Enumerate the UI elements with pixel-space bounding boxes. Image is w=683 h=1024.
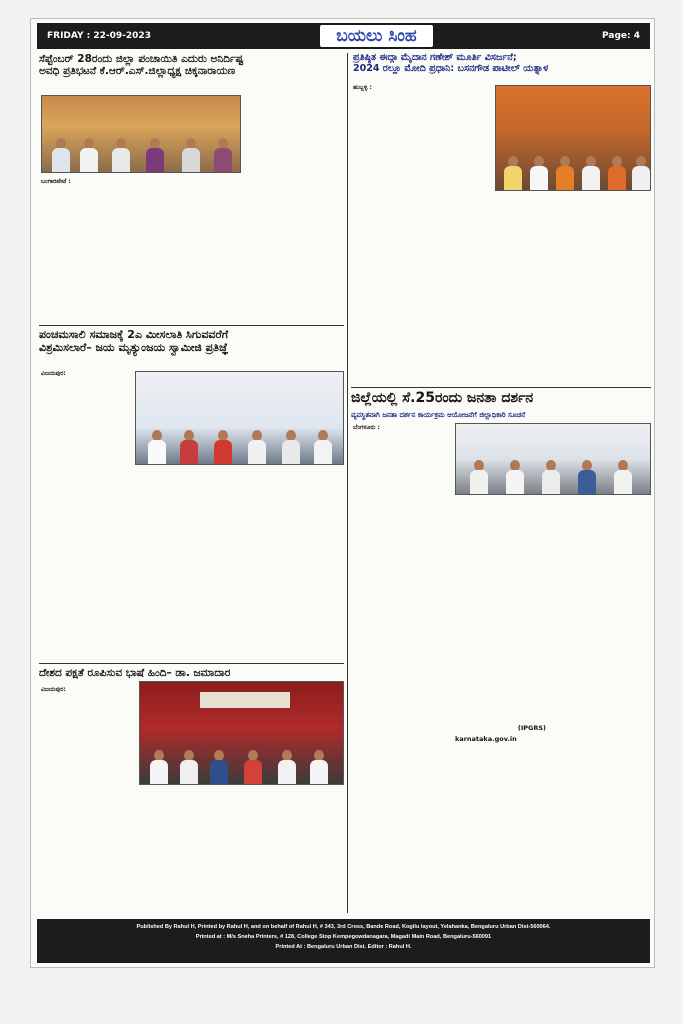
story2-headline-line1: ಪ್ರತಿಷ್ಠಿತ ಈದ್ಗಾ ಮೈದಾನ ಗಣೇಶ್ ಮೂರ್ತಿ ವಿಸರ್ಜನೆ; <box>353 52 517 63</box>
issue-date: FRIDAY : 22-09-2023 <box>47 31 151 41</box>
section-divider <box>39 663 344 664</box>
story5-photo <box>139 681 344 785</box>
story4-left-text <box>353 423 451 915</box>
story5-headline: ದೇಶದ ಪಕ್ಷತೆ ರೂಪಿಸುವ ಭಾಷೆ ಹಿಂದಿ– ಡಾ. ಜಮಾದಾರ <box>39 667 231 679</box>
story2-photo <box>495 85 651 191</box>
story3-headline-line2: ವಿಶ್ರಮಿಸಲಾರೆ– ಜಯ ಮೃತ್ಯುಂಜಯ ಸ್ವಾಮೀಜಿ ಪ್ರತಿಜ್ಞೆ <box>39 340 229 354</box>
story2-headline-line2: 2024 ರಲ್ಲೂ ಮೋದಿ ಪ್ರಧಾನಿ: ಬಸನಗೌಡ ಪಾಟೀಲ್ ಯತ್ನಾಳ <box>353 62 549 74</box>
section-divider <box>351 387 651 388</box>
story1-body <box>41 177 344 322</box>
story4-subheadline: ವ್ಯವಸ್ಥಿತವಾಗಿ ಜನತಾ ದರ್ಶನ ಕಾರ್ಯಕ್ರಮ ಆಯೋಜನೆಗೆ ಜಿಲ್ಲಾಧಿಕಾರಿ ಸೂಚನೆ <box>351 411 526 419</box>
story2-body <box>495 195 651 383</box>
imprint-footer <box>37 919 650 963</box>
story3-body <box>135 469 344 659</box>
story2-headline <box>353 53 651 75</box>
story3-photo <box>135 371 344 465</box>
story1-photo <box>41 95 241 173</box>
story5-body <box>139 789 344 915</box>
web-portal-label: (IPGRS) <box>517 724 546 732</box>
section-divider <box>39 325 344 326</box>
story1-headline <box>39 53 344 77</box>
newspaper-page <box>30 18 655 968</box>
event-banner <box>200 692 290 708</box>
masthead <box>37 23 650 49</box>
story4-web-portal <box>455 723 550 747</box>
story4-body <box>455 499 651 915</box>
story1-headline-line2: ಅವಧಿ ಪ್ರತಿಭಟನೆ ಕೆ.ಆರ್.ಎಸ್.ಜಿಲ್ಲಾಧ್ಯಕ್ಷ ಚಿಕ್ಕನಾರಾಯಣ <box>39 65 236 78</box>
story5-left-text <box>41 685 135 915</box>
imprint-publisher: Published By Rahul H, Printed by Rahul H, and on behalf of Rahul H, # 343, 3rd Cross, Bande Road, Kogilu layout, Yelahanka, Bengaluru Urban Dist-560064. <box>136 924 551 930</box>
story2-top-text <box>353 83 491 383</box>
story4-dateline: ಬೆಂಗಳೂರು : <box>353 424 380 431</box>
column-divider <box>347 53 348 913</box>
story1-dateline: ಬಂಗಾರಪೇಟೆ : <box>41 178 71 185</box>
story1-text-right <box>246 97 344 173</box>
page-number: Page: 4 <box>602 31 640 41</box>
story3-dateline: ವಿಜಯಪುರ: <box>41 370 66 377</box>
newspaper-title: ಬಯಲು ಸಿಂಹ <box>320 25 432 47</box>
story2-dateline: ಹುಬ್ಬಳ್ಳಿ : <box>353 84 372 91</box>
story4-headline: ಜಿಲ್ಲೆಯಲ್ಲಿ ಸೆ.25ರಂದು ಜನತಾ ದರ್ಶನ <box>351 390 534 406</box>
story1-headline-line1: ಸೆಪ್ಟೆಂಬರ್ 28ರಂದು ಜಿಲ್ಲಾ ಪಂಚಾಯಿತಿ ಎದುರು ಅನಿರ್ದಿಷ್ಟ <box>39 53 244 65</box>
story4-photo <box>455 423 651 495</box>
story5-dateline: ವಿಜಯಪುರ: <box>41 686 66 693</box>
imprint-editor: Printed At : Bengaluru Urban Dist. Editor : Rahul H. <box>275 944 412 950</box>
web-portal-url: karnataka.gov.in <box>455 735 517 743</box>
story3-left-text <box>41 369 131 657</box>
imprint-printer: Printed at : M/s Sneha Printers, # 128, College Stop Kempegowdanagara, Magadi Main Road, Bengaluru-560091 <box>195 934 492 940</box>
story3-headline <box>39 329 344 354</box>
story3-headline-line1: ಪಂಚಮಸಾಲಿ ಸಮಾಜಕ್ಕೆ 2ಎ ಮೀಸಲಾತಿ ಸಿಗುವವರೆಗೆ <box>39 328 229 341</box>
